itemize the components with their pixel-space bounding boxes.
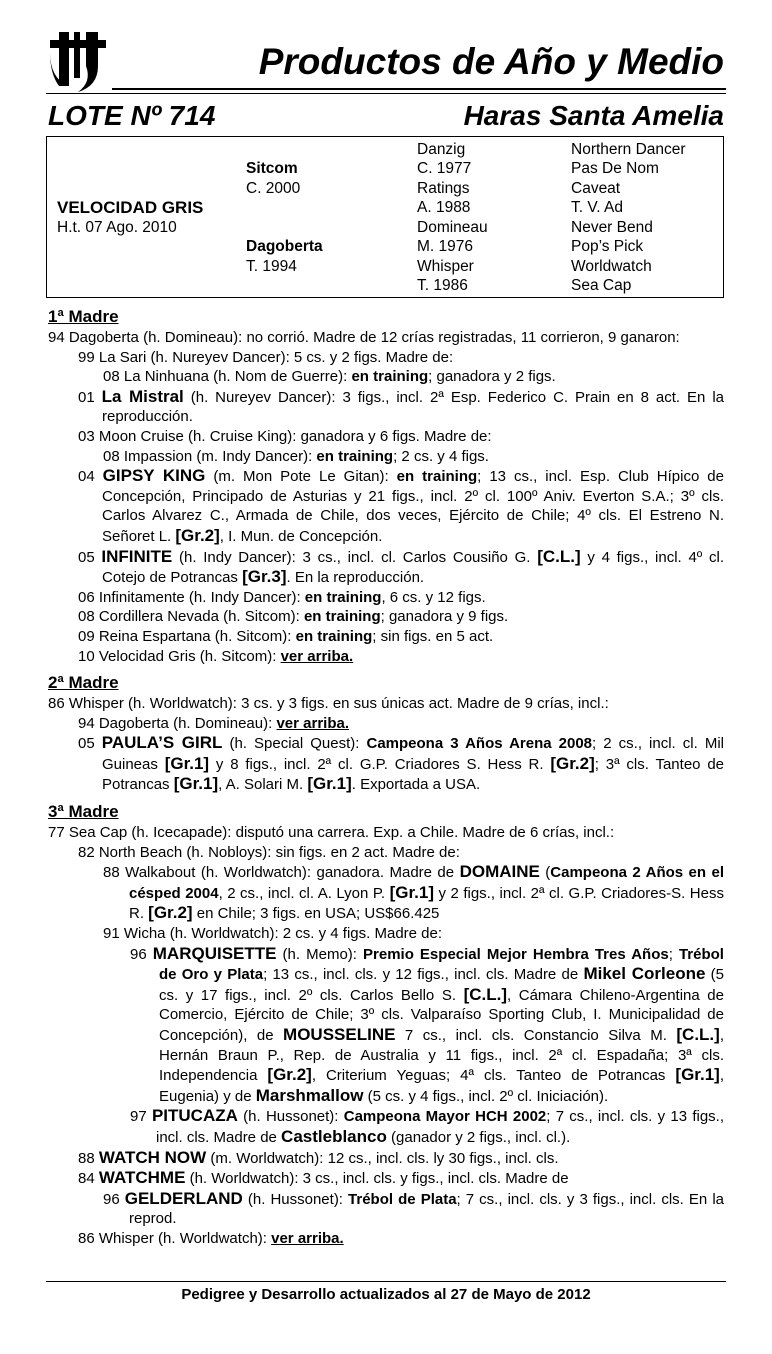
produce-entry: 96 GELDERLAND (h. Hussonet): Trébol de Plata; 7 cs., incl. cls. y 3 figs., incl. cls. En la reprod. (103, 1188, 724, 1228)
dam-name: Dagoberta (246, 238, 323, 255)
sire-name: Sitcom (246, 160, 298, 177)
produce-entry: 01 La Mistral (h. Nureyev Dancer): 3 figs., incl. 2ª Esp. Federico C. Prain en 8 act. En la reproducción. (78, 386, 725, 426)
ancestor-8: Sea Cap (571, 277, 632, 294)
produce-entry: 88 WATCH NOW (m. Worldwatch): 12 cs., incl. cls. ly 30 figs., incl. cls. (78, 1147, 559, 1167)
produce-entry: 05 INFINITE (h. Indy Dancer): 3 cs., incl. cl. Carlos Cousiño G. [C.L.] y 4 figs., incl. 4º cl. Cotejo de Potrancas [Gr.3]. En la reproducción. (78, 546, 724, 587)
produce-entry: 06 Infinitamente (h. Indy Dancer): en training, 6 cs. y 12 figs. (78, 588, 486, 606)
logo-icon (48, 30, 108, 94)
ancestor-5: Never Bend (571, 219, 653, 236)
section-second-dam: 2ª Madre (48, 673, 119, 693)
produce-entry: 82 North Beach (h. Nobloys): sin figs. en 2 act. Madre de: (78, 843, 460, 861)
dam-entry: 94 Dagoberta (h. Domineau): no corrió. Madre de 12 crías registradas, 11 corrieron, 9 ganaron: (48, 329, 680, 346)
ancestor-2: Pas De Nom (571, 160, 659, 177)
pedigree-table (46, 136, 724, 298)
ancestor-3: Caveat (571, 180, 621, 197)
ancestor-6: Pop’s Pick (571, 238, 644, 255)
produce-entry: 03 Moon Cruise (h. Cruise King): ganadora y 6 figs. Madre de: (78, 427, 492, 445)
granddam-2-info: T. 1986 (417, 277, 468, 294)
horse-name: VELOCIDAD GRIS (57, 198, 204, 217)
produce-entry: 97 PITUCAZA (h. Hussonet): Campeona Mayor HCH 2002; 7 cs., incl. cls. y 13 figs., incl. cls. Madre de Castleblanco (ganador y 2 figs., incl. cl.). (130, 1106, 724, 1146)
grandsire-1: Danzig (417, 141, 466, 158)
produce-entry: 99 La Sari (h. Nureyev Dancer): 5 cs. y 2 figs. Madre de: (78, 348, 454, 366)
produce-record (48, 306, 724, 1249)
produce-entry: 09 Reina Espartana (h. Sitcom): en training; sin figs. en 5 act. (78, 627, 494, 645)
produce-entry: 05 PAULA’S GIRL (h. Special Quest): Campeona 3 Años Arena 2008; 2 cs., incl. cl. Mil Guineas [Gr.1] y 8 figs., incl. 2ª cl. G.P. Criadores S. Hess R. [Gr.2]; 3ª cls. Tanteo de Potrancas [Gr.1], A. Solari M. [Gr.1]. Exportada a USA. (78, 733, 724, 794)
footer-note: Pedigree y Desarrollo actualizados al 27 de Mayo de 2012 (181, 1286, 591, 1303)
ancestor-4: T. V. Ad (571, 199, 623, 216)
footer-rule (46, 1281, 726, 1282)
granddam-1: Ratings (417, 180, 470, 197)
produce-entry: 96 MARQUISETTE (h. Memo): Premio Especial Mejor Hembra Tres Años; Trébol de Oro y Plata; 13 cs., incl. cls. y 12 figs., incl. cls. Madre de Mikel Corleone (5 cs. y 17 figs., incl. 2º cls. Carlos Bello S. [C.L.], Cámara Chileno-Argentina de Comercio, Ejército de Chile; 3º cls. Valparaíso Sporting Club, I. Municipalidad de Concepción), de MOUSSELINE 7 cs., incl. cls. Constancio Silva M. [C.L.], Hernán Braun P., Rep. de Australia y 11 figs., incl. 2ª cl. Espadaña; 3ª cls. Independencia [Gr.2], Criterium Yeguas; 4ª cls. Tanteo de Potrancas [Gr.1], Eugenia) y de Marshmallow (5 cs. y 4 figs., incl. 2º cl. Iniciación). (130, 943, 724, 1105)
ancestor-7: Worldwatch (571, 258, 652, 275)
section-first-dam: 1ª Madre (48, 307, 119, 326)
produce-entry: 08 Cordillera Nevada (h. Sitcom): en training; ganadora y 9 figs. (78, 608, 509, 626)
title-rule (112, 88, 726, 90)
stud-name: Haras Santa Amelia (463, 100, 724, 131)
produce-entry: 08 La Ninhuana (h. Nom de Guerre): en training; ganadora y 2 figs. (103, 368, 556, 386)
dam-entry: 77 Sea Cap (h. Icecapade): disputó una carrera. Exp. a Chile. Madre de 6 crías, incl.: (48, 824, 615, 842)
horse-birth: H.t. 07 Ago. 2010 (57, 219, 177, 236)
produce-entry: 91 Wicha (h. Worldwatch): 2 cs. y 4 figs. Madre de: (103, 925, 443, 943)
page-title: Productos de Año y Medio (258, 41, 724, 82)
grandsire-1-info: C. 1977 (417, 160, 472, 177)
granddam-2: Whisper (417, 258, 474, 275)
section-third-dam: 3ª Madre (48, 802, 119, 822)
ancestor-1: Northern Dancer (571, 141, 686, 158)
title-rule-thin (46, 93, 726, 94)
produce-entry: 94 Dagoberta (h. Domineau): ver arriba. (78, 714, 349, 732)
dam-entry: 86 Whisper (h. Worldwatch): 3 cs. y 3 figs. en sus únicas act. Madre de 9 crías, incl.: (48, 695, 609, 713)
produce-entry: 88 Walkabout (h. Worldwatch): ganadora. Madre de DOMAINE (Campeona 2 Años en el césped 2004, 2 cs., incl. cl. A. Lyon P. [Gr.1] y 2 figs., incl. 2ª cl. G.P. Criadores-S. Hess R. [Gr.2] en Chile; 3 figs. en USA; US$66.425 (103, 862, 725, 923)
grandsire-2-info: M. 1976 (417, 238, 474, 255)
sire-info: C. 2000 (246, 180, 301, 197)
lot-number: LOTE Nº 714 (48, 100, 216, 131)
granddam-1-info: A. 1988 (417, 199, 471, 216)
produce-entry: 86 Whisper (h. Worldwatch): ver arriba. (78, 1229, 344, 1247)
produce-entry: 08 Impassion (m. Indy Dancer): en training; 2 cs. y 4 figs. (103, 447, 489, 465)
grandsire-2: Domineau (417, 219, 488, 236)
produce-entry: 10 Velocidad Gris (h. Sitcom): ver arriba. (78, 647, 354, 665)
dam-info: T. 1994 (246, 258, 297, 275)
produce-entry: 84 WATCHME (h. Worldwatch): 3 cs., incl. cls. y figs., incl. cls. Madre de (78, 1168, 569, 1188)
produce-entry: 04 GIPSY KING (m. Mon Pote Le Gitan): en training; 13 cs., incl. Esp. Club Hípico de Concepción, Principado de Asturias y 21 figs., incl. 2º cl. 100º Aniv. Everton S.A.; 3º cls. Carlos Alvarez C., Armada de Chile, dos veces, Ejército de Chile; 4º cls. El Estreno N. Señoret L. [Gr.2], I. Mun. de Concepción. (78, 466, 724, 545)
